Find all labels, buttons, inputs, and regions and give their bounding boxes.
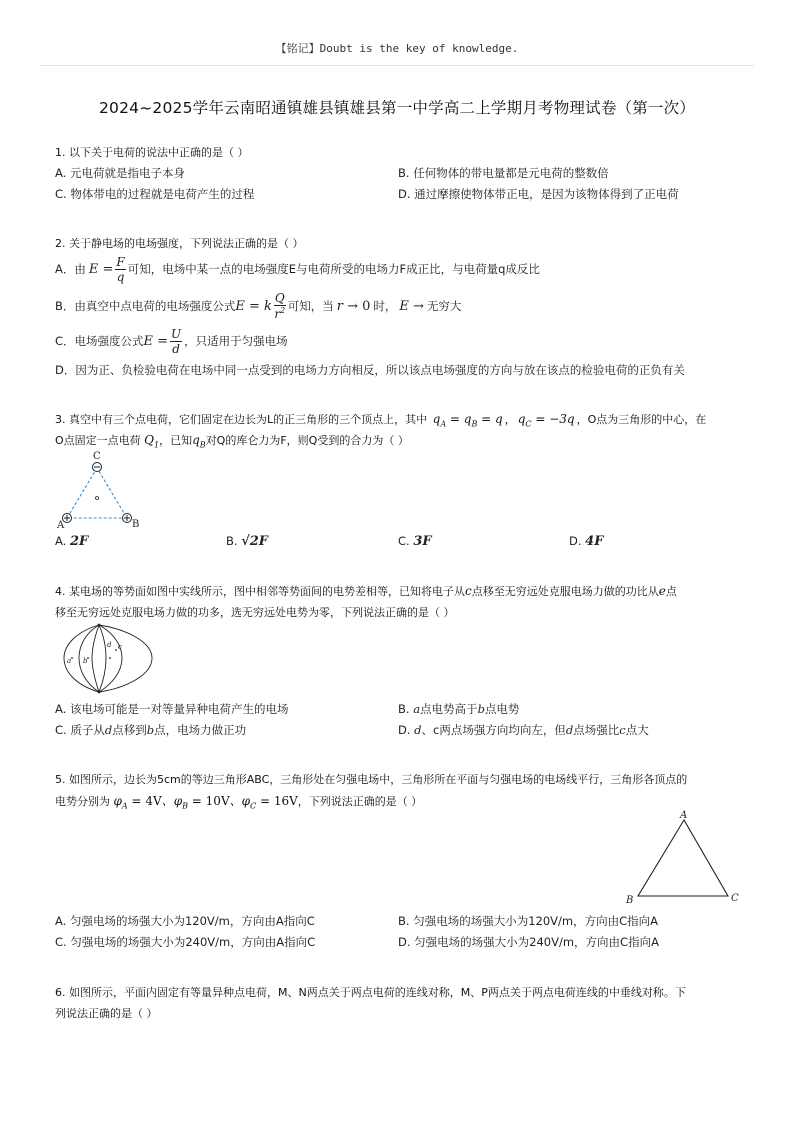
- q4-b-text-end: 点电势: [484, 702, 520, 716]
- q3-label-b: B: [132, 519, 140, 530]
- header-divider: [40, 65, 754, 66]
- q3-c-letter: C.: [398, 534, 410, 548]
- q4-option-a: A. 该电场可能是一对等量异种电荷产生的电场: [55, 702, 289, 716]
- q5-option-b: B. 匀强电场的场强大小为120V/m，方向由C指向A: [398, 914, 658, 928]
- q6-stem-line1: 6. 如图所示，平面内固定有等量异种点电荷，M、N两点关于两点电荷的连线对称，M、P两点关于两点电荷连线的中垂线对称。下: [55, 986, 686, 999]
- q4-point-c: c: [465, 584, 472, 598]
- q4-option-b: [398, 701, 519, 717]
- q2-b-prefix: B．由真空中点电荷的电场强度公式: [55, 299, 236, 313]
- q4-label-a: a: [67, 657, 72, 665]
- q4-d-text-end: 点大: [625, 723, 649, 737]
- q4-d-text-mid: 点场强比: [573, 723, 620, 737]
- q4-label-d: d: [107, 641, 112, 649]
- q3-option-b: [226, 534, 268, 549]
- q2-option-c: [55, 326, 288, 356]
- q4-option-d: [398, 722, 649, 738]
- q5-option-c: C. 匀强电场的场强大小为240V/m，方向由A指向C: [55, 935, 316, 949]
- q2-option-b: [55, 290, 461, 322]
- page-header-motto: 【铭记】Doubt is the key of knowledge.: [275, 42, 519, 55]
- q3-stem-line1: 3. 真空中有三个点电荷，它们固定在边长为L的正三角形的三个顶点上，其中 $q_A = q_B = q$ ， $q_C = -3q$ ，O点为三角形的中心，在: [55, 412, 707, 429]
- q2-option-d: D．因为正、负检验电荷在电场中同一点受到的电场力方向相反，所以该点电场强度的方向与放在该点的检验电荷的正负有关: [55, 363, 685, 377]
- q5-option-a: A. 匀强电场的场强大小为120V/m，方向由A指向C: [55, 914, 315, 928]
- q3-stem-text-d: ，已知: [159, 434, 193, 447]
- q4-option-c: [55, 722, 246, 738]
- q3-d-value: 4F: [585, 534, 604, 549]
- q2-c-fraction: $\frac{U}{d}$: [171, 326, 182, 356]
- q5-label-c: C: [731, 893, 739, 904]
- q1-stem: 1. 以下关于电荷的说法中正确的是（ ）: [55, 146, 249, 159]
- q4-d-point-d: d: [414, 723, 422, 737]
- q3-stem-text-e: 对Q的库仑力为F，则Q受到的合力为（ ）: [205, 434, 409, 447]
- q3-b-letter: B.: [226, 534, 238, 548]
- q3-a-letter: A.: [55, 534, 67, 548]
- q3-stem-text-a: 3. 真空中有三个点电荷，它们固定在边长为L的正三角形的三个顶点上，其中: [55, 413, 428, 426]
- q3-c-value: 3F: [413, 534, 432, 549]
- q2-b-limit: r → 0: [336, 298, 371, 314]
- q1-option-b: B. 任何物体的带电量都是元电荷的整数倍: [398, 166, 609, 180]
- q2-c-formula-lhs: E =: [143, 333, 169, 349]
- q4-stem-text-c: 点: [665, 585, 677, 598]
- q4-stem-text-b: 点移至无穷远处克服电场力做的功比从: [471, 585, 659, 598]
- q3-stem-line2: [55, 432, 409, 449]
- q4-stem-line1: [55, 583, 677, 599]
- q4-d-point-d2: d: [565, 723, 574, 737]
- exam-title: 2024~2025学年云南昭通镇雄县镇雄县第一中学高二上学期月考物理试卷（第一次）: [98, 99, 696, 117]
- q2-b-mid2: 时，: [373, 299, 397, 313]
- q5-triangle-figure: [620, 808, 750, 908]
- q3-label-c: C: [93, 451, 101, 462]
- q3-option-d: [569, 534, 603, 549]
- q3-option-c: [398, 534, 432, 549]
- q5-stem-text-a: 电势分别为: [55, 795, 110, 808]
- q2-b-mid1: 可知，当: [287, 299, 334, 313]
- q4-b-letter: B.: [398, 702, 410, 716]
- q4-c-text-mid: 点移到: [112, 723, 147, 737]
- q3-charge-qb: $q_B$: [192, 433, 206, 450]
- q4-c-point-b: b: [146, 723, 155, 737]
- q4-d-letter: D.: [398, 723, 411, 737]
- q5-label-a: A: [680, 810, 688, 821]
- q4-d-text: 、c两点场强方向均向左，但: [421, 723, 566, 737]
- q5-stem-line1: 5. 如图所示，边长为5cm的等边三角形ABC，三角形处在匀强电场中，三角形所在平面与匀强电场的电场线平行，三角形各顶点的: [55, 773, 688, 786]
- q3-label-a: A: [57, 520, 65, 531]
- q4-label-b: b: [83, 657, 88, 665]
- q4-b-point-a: a: [413, 702, 421, 716]
- q2-a-fraction: $\frac{F}{q}$: [116, 254, 125, 284]
- q5-stem-text-b: ，下列说法正确的是（ ）: [297, 795, 423, 808]
- q6-stem-line2: 列说法正确的是（ ）: [55, 1007, 158, 1020]
- q1-option-d: D. 通过摩擦使物体带正电，是因为该物体得到了正电荷: [398, 187, 679, 201]
- q2-a-prefix: A．由: [55, 262, 86, 276]
- q3-option-a: [55, 534, 88, 549]
- q3-charge-eq-ab: $q_A = q_B = q$: [432, 412, 503, 429]
- q5-potentials: $\varphi_A = 4V$、$\varphi_B = 10V$、$\varphi_C = 16V$: [113, 794, 298, 811]
- q4-b-point-b: b: [477, 702, 485, 716]
- q3-stem-text-b: ，O点为三角形的中心，在: [576, 413, 707, 426]
- q4-stem-text-a: 4. 某电场的等势面如图中实线所示，图中相邻等势面间的电势差相等，已知将电子从: [55, 585, 465, 598]
- q2-b-suffix: 无穷大: [426, 299, 462, 313]
- q4-stem-line2: 移至无穷远处克服电场力做的功多，选无穷远处电势为零，下列说法正确的是（ ）: [55, 606, 455, 619]
- q2-b-formula-lhs: E = k: [235, 298, 272, 314]
- q4-b-text: 点电势高于: [420, 702, 478, 716]
- q1-option-c: C. 物体带电的过程就是电荷产生的过程: [55, 187, 255, 201]
- q2-b-fraction: $\frac{Q}{r^2}$: [274, 291, 286, 321]
- q1-option-a: A. 元电荷就是指电子本身: [55, 166, 185, 180]
- q5-label-b: B: [626, 895, 634, 906]
- q4-c-text: C. 质子从: [55, 723, 105, 737]
- q2-stem: 2. 关于静电场的电场强度，下列说法正确的是（ ）: [55, 237, 304, 250]
- q3-stem-text-c: O点固定一点电荷: [55, 434, 141, 447]
- q3-charge-eq-c: $q_C = -3q$: [517, 412, 575, 429]
- q2-a-formula-lhs: E =: [88, 261, 114, 277]
- q2-c-suffix: ，只适用于匀强电场: [184, 334, 288, 348]
- q5-stem-line2: [55, 792, 422, 810]
- q2-b-e-arrow: E →: [399, 298, 424, 314]
- q3-b-value: √2F: [241, 534, 269, 549]
- q4-c-point-d: d: [104, 723, 113, 737]
- q5-option-d: D. 匀强电场的场强大小为240V/m，方向由C指向A: [398, 935, 659, 949]
- q4-c-text-end: 点，电场力做正功: [154, 723, 247, 737]
- q2-option-a: [55, 254, 540, 284]
- q4-label-c: c: [118, 643, 122, 651]
- q4-d-point-c: c: [619, 723, 626, 737]
- q2-c-prefix: C．电场强度公式: [55, 334, 144, 348]
- q4-equipotential-figure: [52, 620, 166, 698]
- q3-triangle-figure: [52, 448, 152, 534]
- q3-d-letter: D.: [569, 534, 582, 548]
- q2-a-suffix: 可知，电场中某一点的电场强度E与电荷所受的电场力F成正比，与电荷量q成反比: [127, 262, 540, 276]
- q4-point-e: e: [658, 584, 666, 598]
- q3-a-value: 2F: [69, 534, 89, 549]
- q3-charge-q1: $Q_1$: [144, 433, 160, 450]
